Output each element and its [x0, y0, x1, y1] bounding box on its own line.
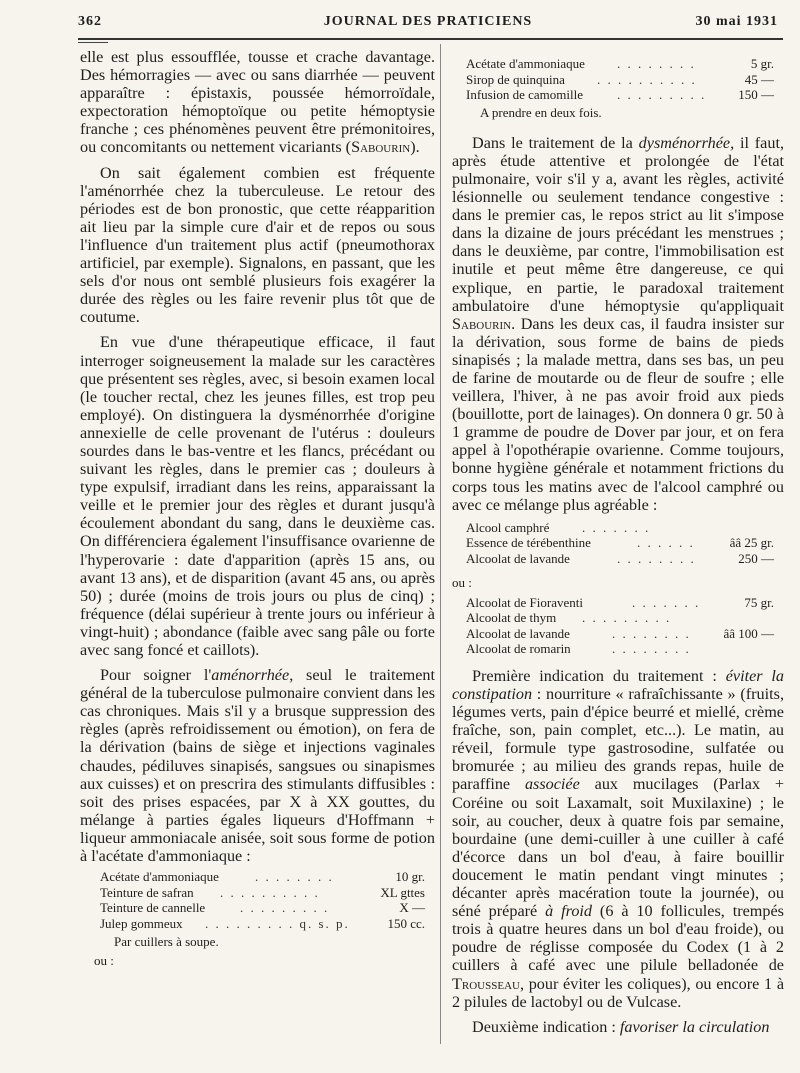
prescription-line: Infusion de camomille . . . . . . . . . 150 — [466, 87, 774, 103]
alternative-marker: ou : [452, 574, 472, 590]
prescription-line: Acétate d'ammoniaque . . . . . . . . 5 gr. [466, 56, 774, 71]
right-column [452, 48, 784, 1036]
page-number: 362 [78, 14, 102, 29]
prescription-list [452, 595, 784, 657]
prescription-line: Alcoolat de lavande . . . . . . . . 250 — [466, 550, 774, 566]
prescription-line: Acétate d'ammoniaque . . . . . . . . 10 gr. [100, 869, 425, 885]
paragraph: Pour soigner l'aménorrhée, seul le traitement général de la tuberculose pulmonaire convient dans les cas chroniques. Mais s'il y a brusque suppression des règles (après refroidissement ou émotion), on fera de la dérivation (bains de siège et injections vaginales chaudes, pédiluves sinapisés, sangsues ou sinapismes aux cuisses) et on prescrira des stimulants diffusibles : soit des prises espacées, par X à XX gouttes, du mélange à parties égales liqueurs d'Hoffmann + liqueur ammoniacale anisée, soit sous forme de potion à l'acétate d'ammoniaque : [80, 666, 435, 866]
paragraph: On sait également combien est fréquente l'aménorrhée chez la tuberculeuse. Le retour des périodes est de bon pronostic, que cette réapparition ait lieu par la simple cure d'air et de repos ou sous l'influence d'un traitement plus actif (pneumothorax artificiel, par exemple). Signalons, en passant, que les sels d'or nous ont semblé plusieurs fois exagérer la durée des règles ou les faire revenir plus tôt que de coutume. [80, 163, 435, 327]
prescription-list [80, 869, 435, 948]
prescription-line: Teinture de safran . . . . . . . . . . XL gttes [100, 884, 425, 900]
prescription-note: A prendre en deux fois. [480, 104, 602, 120]
prescription-line: Essence de térébenthine . . . . . . ââ 25 gr. [466, 535, 774, 551]
prescription-list [452, 56, 784, 120]
prescription-line: Alcool camphré . . . . . . . [466, 519, 651, 535]
prescription-line: Sirop de quinquina . . . . . . . . . . 45 — [466, 71, 774, 87]
paragraph: Première indication du traitement : éviter la constipation : nourriture « rafraîchissante » (fruits, légumes verts, pain d'épice beurré et miellé, crème fraîche, son, pain complet, etc...). Le matin, au réveil, formule type gastrosodine, sulfatée ou bromurée ; au milieu des grands repas, huile de paraffine associée aux mucilages (Parlax + Coréine ou soit Laxamalt, soit Muxilaxine) ; le soir, au coucher, deux à quatre fois par semaine, bourdaine (une demi-cuiller à une cuiller à café d'écorce dans un bol d'eau, à faire bouillir doucement le matin pendant vingt minutes ; décanter après macération toute la journée), ou séné préparé à froid (6 à 10 follicules, trempés trois à quatre heures dans un bol d'eau froide), ou poudre de réglisse composée du Codex (1 à 2 cuillers à café avec une pilule belladonée de Trousseau, pour éviter les coliques), ou encore 1 à 2 pilules de lactobyl ou de Vulcase. [452, 666, 784, 1011]
prescription-line: Alcoolat de Fioraventi . . . . . . . 75 gr. [466, 594, 774, 610]
header-subrule [78, 42, 108, 43]
paragraph: elle est plus essoufflée, tousse et crache davantage. Des hémorragies — avec ou sans diarrhée — peuvent apparaître : épistaxis, poussée hémorroïdale, expectoration hémoptoïque ou petite hémoptysie franche ; ces phénomènes peuvent être prémonitoires, ou concomitants ou nettement vicariants (Sabourin). [80, 48, 435, 157]
paragraph: Dans le traitement de la dysménorrhée, il faut, après étude attentive et prolongée de l'état pulmonaire, voir s'il y a, avant les règles, activité lésionnelle ou seulement tendance congestive : dans le premier cas, le repos strict au lit s'impose dans la dizaine de jours précédant les menstrues ; dans le deuxième, par contre, l'immobilisation est inutile et peut même être dangereuse, ce qui explique, en partie, le paradoxal traitement ambulatoire d'une hémoptysie qu'appliquait Sabourin. Dans les deux cas, il faudra insister sur la dérivation, sous forme de bains de pieds sinapisés ; la malade mettra, dans ses bas, un peu de farine de moutarde ou de fleur de soufre ; elle veillera, l'hiver, à ne pas avoir froid aux pieds (bouillotte, port de lainages). On donnera 0 gr. 50 à 1 gramme de poudre de Dover par jour, et on fera appel à l'opothérapie ovarienne. Comme toujours, bonne hygiène générale et notamment frictions du corps tous les matins avec de l'alcool camphré ou avec ce mélange plus agréable : [452, 133, 785, 514]
page-header [78, 14, 778, 34]
alternative-marker: ou : [94, 952, 114, 968]
paragraph: Deuxième indication : favoriser la circulation [472, 1017, 770, 1036]
prescription-line: Alcoolat de romarin . . . . . . . . [466, 641, 691, 657]
column-divider [440, 44, 441, 1044]
journal-title: JOURNAL DES PRATICIENS [323, 14, 533, 29]
issue-date: 30 mai 1931 [695, 14, 778, 29]
header-rule [78, 38, 783, 40]
prescription-line: Alcoolat de thym . . . . . . . . . [466, 610, 672, 626]
prescription-note: Par cuillers à soupe. [114, 933, 219, 949]
paragraph: En vue d'une thérapeutique efficace, il faut interroger soigneusement la malade sur les caractères que présentent ses règles, avec, si besoin examen local (le toucher rectal, chez les jeunes filles, est trop peu employé). On distinguera la dysménorrhée d'origine annexielle de celle provenant de l'utérus : douleurs sourdes dans le bas-ventre et les flancs, précédant ou suivant les règles, dans le premier cas ; douleurs à type expulsif, irradiant dans les reins, apparaissant la veille et le premier jour des règles et durant jusqu'à écoulement abondant du sang, dans le deuxième cas. On différenciera également l'insuffisance ovarienne de l'hyperovarie : date d'apparition (après 15 ans, ou avant 13 ans), et de disparition (avant 45 ans, ou après 50) ; durée (moins de trois jours ou plus de cinq) ; fréquence (délai supérieur à trente jours ou inférieur à vingt-huit) ; abondance (faible avec sang pâle ou forte avec sang foncé et caillots). [80, 333, 435, 659]
prescription-line: Alcoolat de lavande . . . . . . . . ââ 100 — [466, 625, 774, 641]
prescription-line: Teinture de cannelle . . . . . . . . . X — [100, 900, 425, 916]
left-column [80, 48, 435, 969]
prescription-list [452, 520, 784, 567]
prescription-line: Julep gommeux . . . . . . . . . q. s. p. 150 cc. [100, 915, 425, 931]
